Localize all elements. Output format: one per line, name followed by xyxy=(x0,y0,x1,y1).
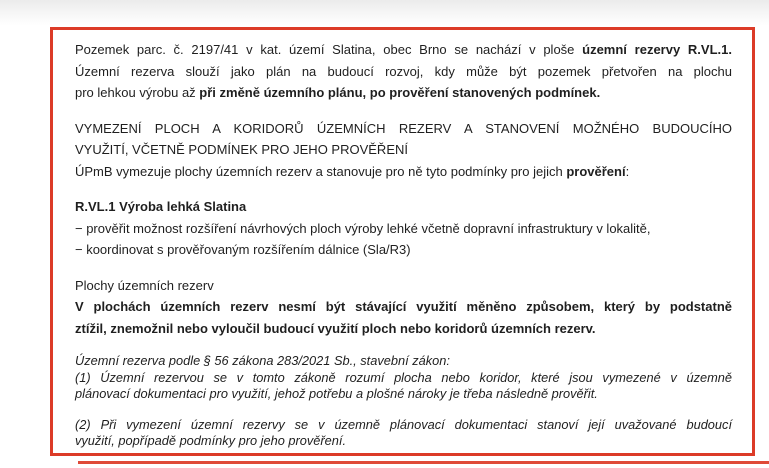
text-run: − koordinovat s prověřovaným rozšířením dálnice (Sla/R3) xyxy=(75,242,411,257)
para-intro-line xyxy=(75,61,732,83)
zakon-definice-line xyxy=(75,353,732,370)
plochy-rezerv-line xyxy=(75,296,732,318)
text-run: : xyxy=(625,163,630,179)
para-intro-line xyxy=(75,39,732,61)
text-run: ztížil, znemožnil nebo vyloučil budoucí využití ploch nebo koridorů územních rezerv. xyxy=(75,320,596,336)
zakon-odst2 xyxy=(75,417,732,450)
text-run: Plochy územních rezerv xyxy=(75,277,214,293)
text-run: VYUŽITÍ, VČETNĚ PODMÍNEK PRO JEHO PROVĚŘENÍ xyxy=(75,142,408,157)
text-run: VYMEZENÍ PLOCH A KORIDORŮ ÚZEMNÍCH REZERV A STANOVENÍ MOŽNÉHO BUDOUCÍHO xyxy=(75,120,732,136)
text-run: ÚPmB vymezuje plochy územních rezerv a stanovuje pro ně tyto podmínky pro jejich xyxy=(75,163,567,179)
text-run: V plochách územních rezerv nesmí být stávající využití měněno způsobem, který by podstatně xyxy=(75,299,732,314)
text-run: územní rezervy R.VL.1. xyxy=(582,42,732,57)
text-run: (1) Územní rezervou se v tomto zákoně rozumí plocha nebo koridor, které jsou vymezené v územně xyxy=(75,369,732,385)
zakon-odst2-line xyxy=(75,433,732,450)
page-top-shading xyxy=(0,0,769,26)
rvl1-conditions xyxy=(75,196,732,261)
zakon-definice-line xyxy=(75,386,732,403)
text-run: pro lehkou výrobu až xyxy=(75,85,200,100)
heading-vymezeni-line xyxy=(75,118,732,140)
para-intro-line xyxy=(75,82,732,104)
text-run: při změně územního plánu, po prověření stanovených podmínek. xyxy=(199,85,601,100)
rvl1-conditions-line xyxy=(75,218,732,240)
text-run: (2) Při vymezení územní rezervy se v územně plánovací dokumentaci stanoví její uvažované budoucí xyxy=(75,416,732,432)
text-run: − prověřit možnost rozšíření návrhových ploch výroby lehké včetně dopravní infrastruktury v lokalitě, xyxy=(75,220,651,236)
plochy-rezerv-line xyxy=(75,275,732,297)
highlight-box xyxy=(50,27,755,456)
heading-vymezeni-line xyxy=(75,139,732,161)
document-text xyxy=(75,39,732,450)
zakon-definice xyxy=(75,353,732,403)
highlight-box-partial-top-edge xyxy=(78,461,769,464)
text-run: využití, popřípadě podmínky pro jeho prověření. xyxy=(75,433,347,448)
text-run: plánovací dokumentaci pro využití, jehož potřebu a plošné nároky je třeba následně prověřit. xyxy=(75,386,598,401)
zakon-definice-line xyxy=(75,370,732,387)
text-run: Územní rezerva podle § 56 zákona 283/2021 Sb., stavební zákon: xyxy=(75,353,450,368)
text-run: Pozemek parc. č. 2197/41 v kat. území Slatina, obec Brno se nachází v ploše xyxy=(75,42,583,57)
heading-vymezeni-line xyxy=(75,161,732,183)
para-intro xyxy=(75,39,732,104)
plochy-rezerv xyxy=(75,275,732,340)
plochy-rezerv-line xyxy=(75,318,732,340)
heading-vymezeni xyxy=(75,118,732,183)
zakon-odst2-line xyxy=(75,417,732,434)
text-run: prověření xyxy=(566,163,626,179)
rvl1-conditions-line xyxy=(75,239,732,261)
text-run: Územní rezerva slouží jako plán na budoucí rozvoj, kdy může být pozemek přetvořen na plochu xyxy=(75,63,732,79)
rvl1-conditions-line xyxy=(75,196,732,218)
text-run: R.VL.1 Výroba lehká Slatina xyxy=(75,199,247,214)
